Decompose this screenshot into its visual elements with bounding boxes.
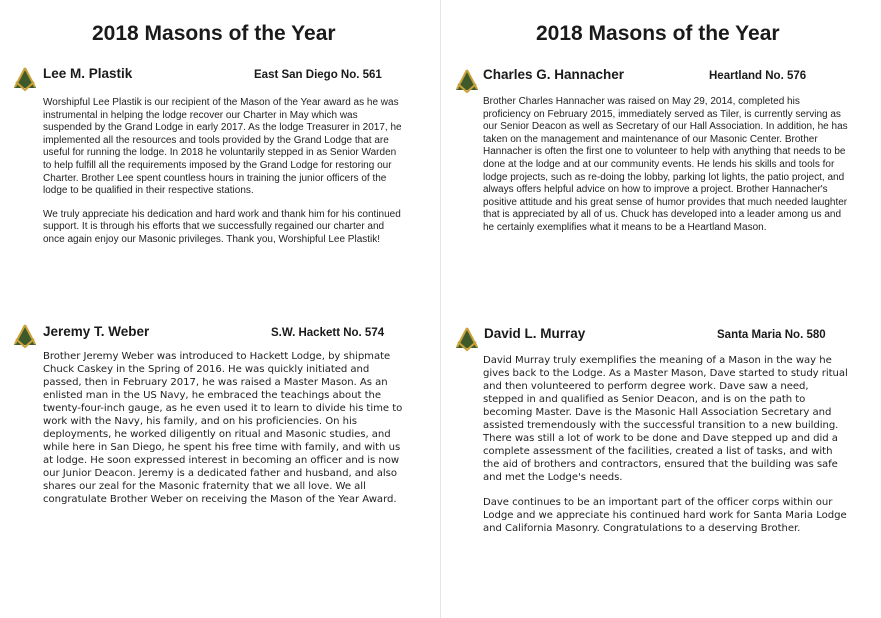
entry-paragraph: Dave continues to be an important part of the officer corps within our Lodge and we appreciate his continued hard work for Santa Maria Lodge and California Masonry. Congratulations to a deserving Brother. [483, 497, 847, 534]
square-and-compasses-icon [12, 323, 38, 349]
entry-body [43, 350, 406, 518]
entry-paragraph: Brother Jeremy Weber was introduced to Hackett Lodge, by shipmate Chuck Caskey in the Spring of 2016. He was quickly initiated and passed, then in February 2017, he was raised a Master Mason. As an enlisted man in the US Navy, he embraced the teachings about the twenty-four-inch gauge, as he even used it to learn to divide his time to work with the Navy, his family, and on his proficiencies. On his deployments, he worked diligently on ritual and Masonic studies, and while here in San Diego, he spent his free time with family, and with us at lodge. He soon expressed interest in becoming an officer and is now our Junior Deacon. Jeremy is a dedicated father and husband, and also shares our zeal for the Masonic fraternity that we all love. We all congratulate Brother Weber on receiving the Mason of the Year Award. [43, 351, 403, 505]
right-page [441, 0, 881, 618]
entry-body [483, 354, 849, 547]
honoree-name: Jeremy T. Weber [43, 324, 150, 339]
lodge-name: East San Diego No. 561 [254, 69, 382, 81]
entry-paragraph: Brother Charles Hannacher was raised on May 29, 2014, completed his proficiency on February 2015, immediately served as Tiler, is currently serving as our Senior Deacon as well as Secretary of our Hall Association. In addition, he has taken on the management and maintenance of our Masonic Center. Brother Hannacher is often the first one to volunteer to help with anything that needs to be done at the lodge and at our community events. He lends his skills and tools for lodge projects, such as re-doing the lobby, parking lot lights, the patio project, and always offers helpful advice on how to improve a project. Brother Hannacher's positive attitude and his great sense of humor provides that much needed laughter that is appreciated by all of us. Chuck has developed into a leader among us and he certainly exemplifies what it means to be a Heartland Mason. [483, 96, 848, 233]
honoree-name: David L. Murray [484, 326, 586, 341]
page-heading: 2018 Masons of the Year [536, 22, 780, 45]
entry-body [483, 96, 849, 246]
lodge-name: Santa Maria No. 580 [717, 329, 826, 341]
honoree-name: Lee M. Plastik [43, 66, 133, 81]
entry-paragraph: Worshipful Lee Plastik is our recipient of the Mason of the Year award as he was instrumental in helping the lodge recover our Charter in May which was suspended by the Grand Lodge in early 2017. As the lodge Treasurer in 2017, he implemented all the resources and tools provided by the Grand Lodge that are useful for running the lodge. In 2018 he voluntarily stepped in as Senior Warden to help fulfill all the requirements imposed by the Grand Lodge for restoring our Charter. Brother Lee spent countless hours in training the junior officers of the lodge to be qualified in their respective stations. [43, 97, 402, 197]
left-page [0, 0, 440, 618]
lodge-name: Heartland No. 576 [709, 70, 807, 82]
page-heading: 2018 Masons of the Year [92, 22, 336, 45]
square-and-compasses-icon [12, 66, 38, 92]
entry-body [43, 97, 405, 258]
honoree-name: Charles G. Hannacher [483, 67, 625, 82]
square-and-compasses-icon [454, 326, 480, 352]
entry-paragraph: We truly appreciate his dedication and hard work and thank him for his continued support. It is through his efforts that we successfully regained our charter and once again enjoy our Masonic privileges. Thank you, Worshipful Lee Plastik! [43, 208, 401, 245]
lodge-name: S.W. Hackett No. 574 [271, 327, 385, 339]
square-and-compasses-icon [454, 68, 480, 94]
entry-paragraph: David Murray truly exemplifies the meaning of a Mason in the way he gives back to the Lodge. As a Master Mason, Dave started to study ritual and then volunteered to perform degree work. Dave saw a need, stepped in and qualified as Senior Deacon, and is on the path to becoming Master. Dave is the Masonic Hall Association Secretary and assisted tremendously with the successful transition to a new building. There was still a lot of work to be done and Dave stepped up and did a complete assessment of the facilities, created a list of tasks, and with the aid of brothers and contractors, ensured that the building was safe and met the Lodge's needs. [483, 355, 848, 483]
